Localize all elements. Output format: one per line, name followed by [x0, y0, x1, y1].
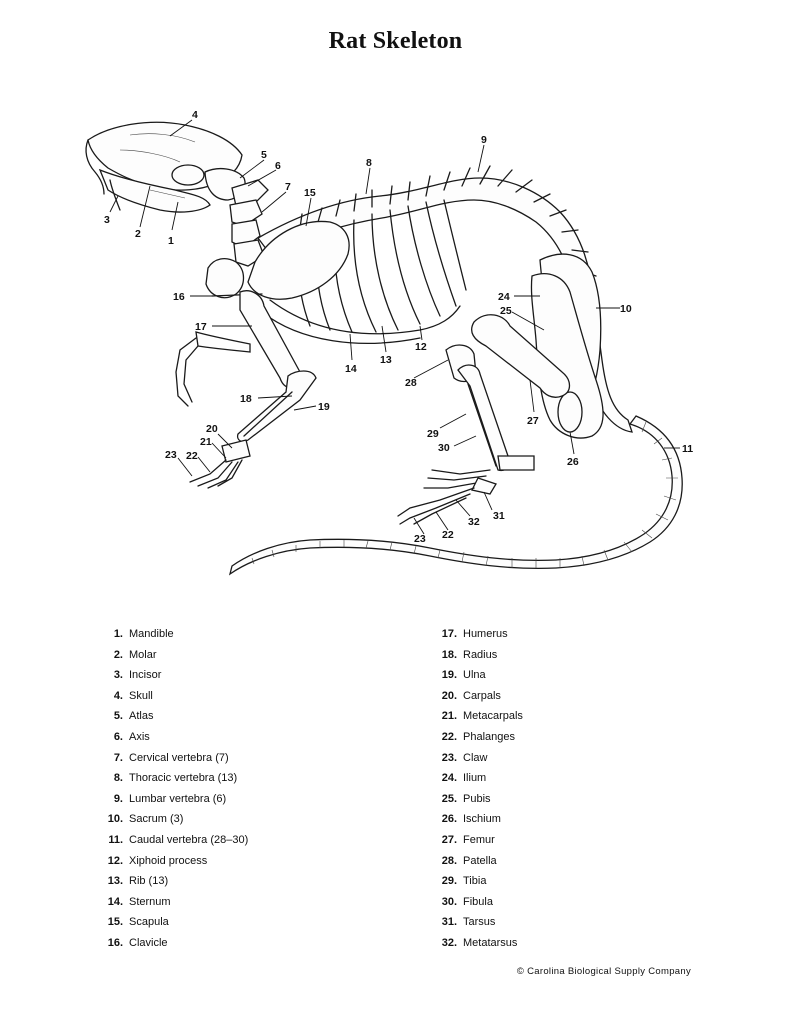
legend-item-label: Radius — [463, 648, 498, 661]
legend-item-number: 1. — [113, 628, 123, 640]
legend-item — [434, 789, 523, 810]
legend-item-number: 7. — [113, 751, 123, 764]
legend-item-number: 22. — [441, 730, 457, 743]
legend-item — [100, 706, 248, 727]
callout-22-forelimb: 22 — [186, 450, 198, 462]
callout-3: 3 — [104, 214, 110, 226]
callout-12: 12 — [415, 341, 427, 353]
legend-item-number: 21. — [441, 710, 457, 723]
legend-item — [434, 933, 523, 954]
legend-item-number: 28. — [441, 854, 457, 867]
callout-16: 16 — [173, 291, 185, 303]
callout-6: 6 — [275, 160, 281, 172]
callout-13: 13 — [380, 354, 392, 366]
callout-19: 19 — [318, 401, 330, 413]
legend-item-number: 29. — [441, 875, 457, 888]
legend-item-number: 16. — [107, 936, 123, 949]
callout-22-hindlimb: 22 — [442, 529, 454, 541]
legend-item-label: Lumbar vertebra (6) — [129, 792, 227, 805]
callout-4: 4 — [192, 109, 198, 121]
legend-item — [100, 830, 248, 851]
legend-item-label: Phalanges — [463, 730, 515, 743]
legend-item — [100, 624, 248, 645]
callout-23-hindlimb: 23 — [414, 533, 426, 545]
legend-item-number: 24. — [441, 772, 457, 785]
legend-item-number: 8. — [113, 772, 123, 785]
legend-item-label: Molar — [129, 648, 157, 661]
legend-item-label: Sternum — [129, 895, 171, 908]
legend-item-number: 32. — [441, 936, 457, 949]
legend-item-label: Rib (13) — [129, 875, 169, 888]
cervical-vertebrae-drawing — [205, 169, 268, 266]
legend-item-label: Tarsus — [463, 916, 496, 929]
legend-item-label: Axis — [129, 730, 150, 743]
legend-item — [100, 727, 248, 748]
callout-27: 27 — [527, 415, 539, 427]
callout-30: 30 — [438, 442, 450, 454]
legend-item — [100, 665, 248, 686]
legend-item — [434, 727, 523, 748]
callout-20: 20 — [206, 423, 218, 435]
legend-item — [434, 624, 523, 645]
legend-item-label: Xiphoid process — [129, 854, 208, 867]
page-title: Rat Skeleton — [328, 28, 463, 54]
legend-item-number: 20. — [441, 689, 457, 702]
callout-10: 10 — [620, 303, 632, 315]
legend-item-label: Thoracic vertebra (13) — [129, 772, 238, 785]
callout-17: 17 — [195, 321, 207, 333]
callout-26: 26 — [567, 456, 579, 468]
legend-item — [434, 871, 523, 892]
legend-item-label: Metacarpals — [463, 710, 523, 723]
legend-item-number: 6. — [113, 730, 123, 743]
callout-2: 2 — [135, 228, 141, 240]
legend-item — [100, 851, 248, 872]
legend-item-label: Sacrum (3) — [129, 813, 184, 826]
legend-item-label: Tibia — [463, 875, 487, 888]
callout-32: 32 — [468, 516, 480, 528]
callout-25: 25 — [500, 305, 512, 317]
legend-item — [100, 933, 248, 954]
legend-item-label: Caudal vertebra (28–30) — [129, 833, 249, 846]
legend-item-number: 9. — [113, 792, 123, 805]
legend-item-number: 31. — [441, 916, 457, 929]
legend-item — [100, 871, 248, 892]
legend-item — [100, 892, 248, 913]
copyright-notice: © Carolina Biological Supply Company — [516, 966, 691, 977]
legend-item-number: 18. — [441, 648, 457, 661]
legend-item-number: 23. — [441, 751, 457, 764]
legend-item — [434, 768, 523, 789]
legend-item-label: Cervical vertebra (7) — [129, 751, 229, 764]
legend-item — [100, 645, 248, 666]
legend-item-number: 14. — [107, 895, 123, 908]
legend-item — [100, 768, 248, 789]
legend-item-label: Scapula — [129, 916, 169, 929]
legend-item-number: 26. — [441, 813, 457, 826]
legend-item — [434, 830, 523, 851]
legend-item-number: 30. — [441, 895, 457, 908]
legend-item — [100, 789, 248, 810]
callout-23-forelimb: 23 — [165, 449, 177, 461]
legend-item-number: 15. — [107, 916, 123, 929]
legend-item-label: Pubis — [463, 792, 491, 805]
legend-item-number: 4. — [113, 689, 123, 702]
legend-list-left — [100, 624, 248, 954]
legend-item — [434, 912, 523, 933]
legend-item-number: 10. — [107, 813, 123, 826]
legend-item-label: Femur — [463, 833, 495, 846]
callout-9: 9 — [481, 134, 487, 146]
legend-item-number: 25. — [441, 792, 457, 805]
legend-item-label: Clavicle — [129, 936, 168, 949]
legend-item — [434, 892, 523, 913]
callout-29: 29 — [427, 428, 439, 440]
legend-item-label: Ilium — [463, 772, 487, 785]
legend-item-number: 13. — [107, 875, 123, 888]
legend-item-label: Fibula — [463, 895, 493, 908]
callout-18: 18 — [240, 393, 252, 405]
callout-31: 31 — [493, 510, 505, 522]
legend-item — [434, 851, 523, 872]
legend-item — [434, 665, 523, 686]
legend-item — [100, 809, 248, 830]
legend-item — [100, 912, 248, 933]
legend-item-label: Patella — [463, 854, 497, 867]
legend-item-label: Atlas — [129, 710, 154, 723]
legend-item-label: Ischium — [463, 813, 501, 826]
legend-item-label: Carpals — [463, 689, 501, 702]
legend-item-label: Ulna — [463, 669, 486, 682]
legend-item-label: Skull — [129, 689, 153, 702]
legend-item-number: 5. — [113, 710, 123, 723]
legend-item — [434, 748, 523, 769]
legend-item-number: 2. — [113, 648, 123, 661]
callout-14: 14 — [345, 363, 357, 375]
callout-5: 5 — [261, 149, 267, 161]
legend-item — [434, 686, 523, 707]
legend-item-number: 12. — [107, 854, 123, 867]
legend-item-label: Humerus — [463, 628, 508, 640]
callout-21: 21 — [200, 436, 212, 448]
legend-item-label: Mandible — [129, 628, 174, 640]
legend-item-label: Metatarsus — [463, 936, 518, 949]
legend-item — [434, 706, 523, 727]
callout-28: 28 — [405, 377, 417, 389]
legend-item-number: 11. — [108, 833, 123, 846]
callout-11: 11 — [682, 443, 694, 455]
legend-list-right — [434, 624, 523, 954]
callout-7: 7 — [285, 181, 291, 193]
callout-15: 15 — [304, 187, 316, 199]
legend-item — [434, 809, 523, 830]
legend-item-number: 17. — [441, 628, 457, 640]
callout-24: 24 — [498, 291, 510, 303]
legend-item-number: 19. — [441, 669, 457, 682]
legend-item-label: Claw — [463, 751, 488, 764]
legend-item — [100, 748, 248, 769]
legend-item-number: 27. — [441, 833, 457, 846]
legend-item — [434, 645, 523, 666]
callout-8: 8 — [366, 157, 372, 169]
callout-1: 1 — [168, 235, 174, 247]
legend-item-number: 3. — [113, 669, 123, 682]
legend-item-label: Incisor — [129, 669, 162, 682]
legend-item — [100, 686, 248, 707]
